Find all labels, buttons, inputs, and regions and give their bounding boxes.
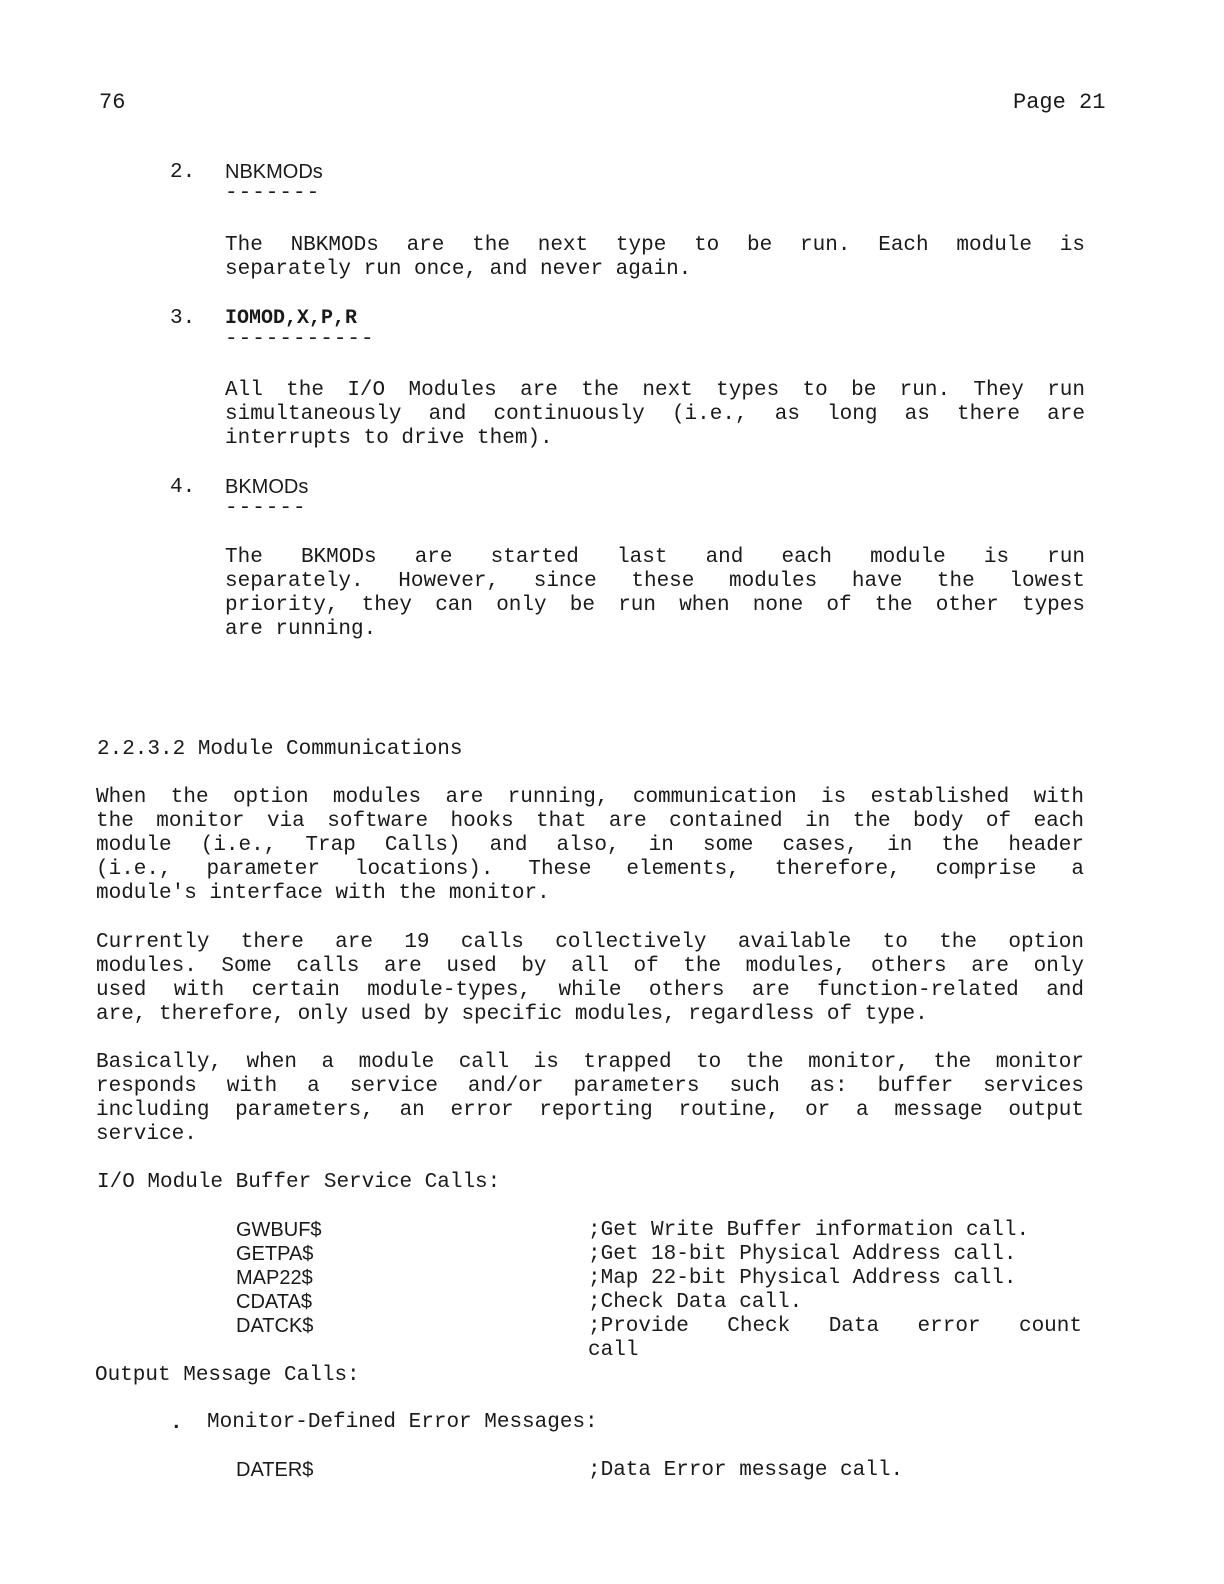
item-title: IOMOD,X,P,R [225, 307, 358, 330]
paragraph-line: Basically, when a module call is trapped to the monitor, the monitor [96, 1051, 1084, 1074]
call-name: CDATA$ [236, 1291, 312, 1313]
output-subheading: Monitor-Defined Error Messages: [207, 1411, 598, 1434]
bullet: . [170, 1412, 183, 1435]
paragraph-line: (i.e., parameter locations). These elements, therefore, comprise a [96, 858, 1084, 881]
call-description: ;Map 22-bit Physical Address call. [588, 1267, 1017, 1290]
item-number: 2. [170, 161, 196, 184]
title-underline: ------ [225, 497, 307, 520]
call-description: ;Data Error message call. [588, 1459, 904, 1482]
item-number: 4. [170, 476, 196, 499]
paragraph-line: the monitor via software hooks that are contained in the body of each [96, 810, 1084, 833]
paragraph-line: interrupts to drive them). [225, 427, 553, 450]
call-description: ;Get Write Buffer information call. [588, 1219, 1030, 1242]
section-heading: 2.2.3.2 Module Communications [97, 738, 463, 761]
item-title: BKMODs [225, 476, 309, 498]
call-description-continuation: call [588, 1339, 639, 1362]
call-description: ;Check Data call. [588, 1291, 803, 1314]
buffer-calls-heading: I/O Module Buffer Service Calls: [97, 1171, 501, 1194]
call-description: ;Get 18-bit Physical Address call. [588, 1243, 1017, 1266]
call-name: GWBUF$ [236, 1219, 322, 1241]
paragraph-line: The BKMODs are started last and each module is run [225, 546, 1085, 569]
paragraph-line: service. [96, 1123, 197, 1146]
page-number-left: 76 [99, 90, 126, 115]
paragraph-line: The NBKMODs are the next type to be run. Each module is [225, 234, 1085, 257]
paragraph-line: When the option modules are running, communication is established with [96, 786, 1084, 809]
item-title: NBKMODs [225, 161, 323, 183]
item-number: 3. [170, 307, 196, 330]
call-name: DATER$ [236, 1459, 314, 1481]
paragraph-line: All the I/O Modules are the next types to be run. They run [225, 379, 1085, 402]
call-name: GETPA$ [236, 1243, 314, 1265]
paragraph-line: separately run once, and never again. [225, 258, 692, 281]
paragraph-line: used with certain module-types, while others are function-related and [96, 979, 1084, 1002]
call-name: MAP22$ [236, 1267, 313, 1289]
call-name: DATCK$ [236, 1315, 314, 1337]
call-description: ;Provide Check Data error count [588, 1315, 1082, 1338]
title-underline: ------- [225, 182, 321, 205]
paragraph-line: Currently there are 19 calls collectively available to the option [96, 931, 1084, 954]
paragraph-line: module's interface with the monitor. [96, 882, 550, 905]
paragraph-line: module (i.e., Trap Calls) and also, in some cases, in the header [96, 834, 1084, 857]
paragraph-line: responds with a service and/or parameters such as: buffer services [96, 1075, 1084, 1098]
paragraph-line: modules. Some calls are used by all of the modules, others are only [96, 955, 1084, 978]
paragraph-line: are, therefore, only used by specific modules, regardless of type. [96, 1003, 928, 1026]
paragraph-line: simultaneously and continuously (i.e., as long as there are [225, 403, 1085, 426]
title-underline: ----------- [225, 328, 375, 351]
page-label: Page 21 [1013, 90, 1106, 115]
paragraph-line: separately. However, since these modules have the lowest [225, 570, 1085, 593]
paragraph-line: are running. [225, 618, 377, 641]
paragraph-line: including parameters, an error reporting routine, or a message output [96, 1099, 1084, 1122]
paragraph-line: priority, they can only be run when none of the other types [225, 594, 1085, 617]
output-calls-heading: Output Message Calls: [95, 1364, 360, 1387]
